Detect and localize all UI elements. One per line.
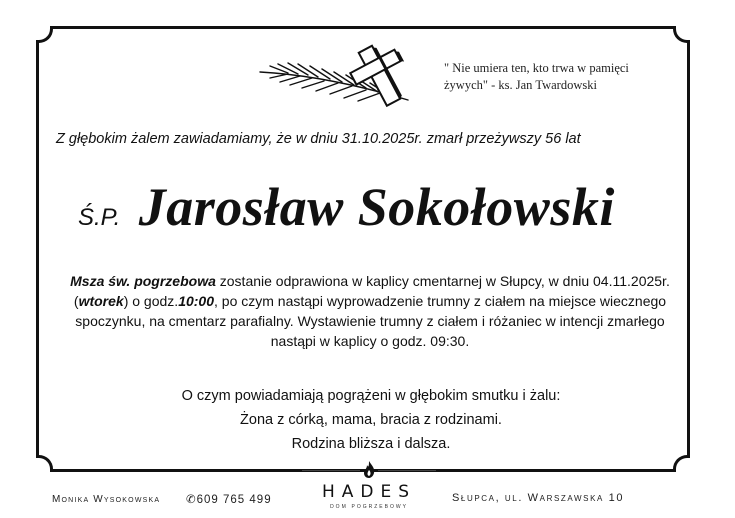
frame-corner: [36, 26, 53, 43]
logo-subtitle: dom pogrzebowy: [330, 503, 408, 510]
frame-corner: [36, 455, 53, 472]
frame-corner: [673, 455, 690, 472]
contact-name: Monika Wysokowska: [52, 494, 161, 505]
weekday: wtorek: [78, 293, 124, 309]
contact-phone: ✆609 765 499: [186, 494, 272, 506]
mass-time: 10:00: [178, 293, 214, 309]
mourners-line: Żona z córką, mama, bracia z rodzinami.: [240, 412, 502, 428]
mass-label: Msza św. pogrzebowa: [70, 273, 216, 289]
funeral-home-logo: [298, 460, 440, 514]
logo-divider: [302, 470, 360, 471]
closing-notice: [96, 384, 646, 456]
deceased-name: Jarosław Sokołowski: [138, 177, 615, 237]
funeral-home-address: Słupca, ul. Warszawska 10: [452, 492, 625, 504]
frame-corner: [673, 26, 690, 43]
funeral-details: [64, 271, 676, 351]
details-text: , po czym nastąpi wyprowadzenie trumny z ciałem na miejsce wiecznego spoczynku, na cmentarz parafialny. Wystawienie trumny z ciałem i różaniec w intencji zmarłego nastąpi w kaplicy o godz. 09:30.: [75, 293, 667, 349]
death-announcement: Z głębokim żalem zawiadamiamy, że w dniu 31.10.2025r. zmarł przeżywszy 56 lat: [56, 131, 581, 147]
quote-line: " Nie umiera ten, kto trwa w pamięci: [444, 61, 629, 75]
logo-brand: HADES: [321, 482, 417, 502]
details-text: ) o godz.: [123, 293, 179, 309]
name-prefix: Ś.P.: [78, 204, 121, 231]
logo-divider: [378, 470, 436, 471]
quote-line: żywych" - ks. Jan Twardowski: [444, 78, 597, 92]
cross-with-palm-icon: [258, 42, 438, 108]
memorial-quote: [444, 60, 694, 94]
closing-line: O czym powiadamiają pogrążeni w głębokim smutku i żalu:: [181, 388, 561, 404]
mourners-line: Rodzina bliższa i dalsza.: [291, 436, 451, 452]
flame-icon: [360, 460, 378, 480]
deceased-name-row: [78, 176, 698, 238]
details-text: zostanie odprawiona w kaplicy cmentarnej w Słupcy, w dniu 04.11.2025r. (: [73, 273, 670, 309]
